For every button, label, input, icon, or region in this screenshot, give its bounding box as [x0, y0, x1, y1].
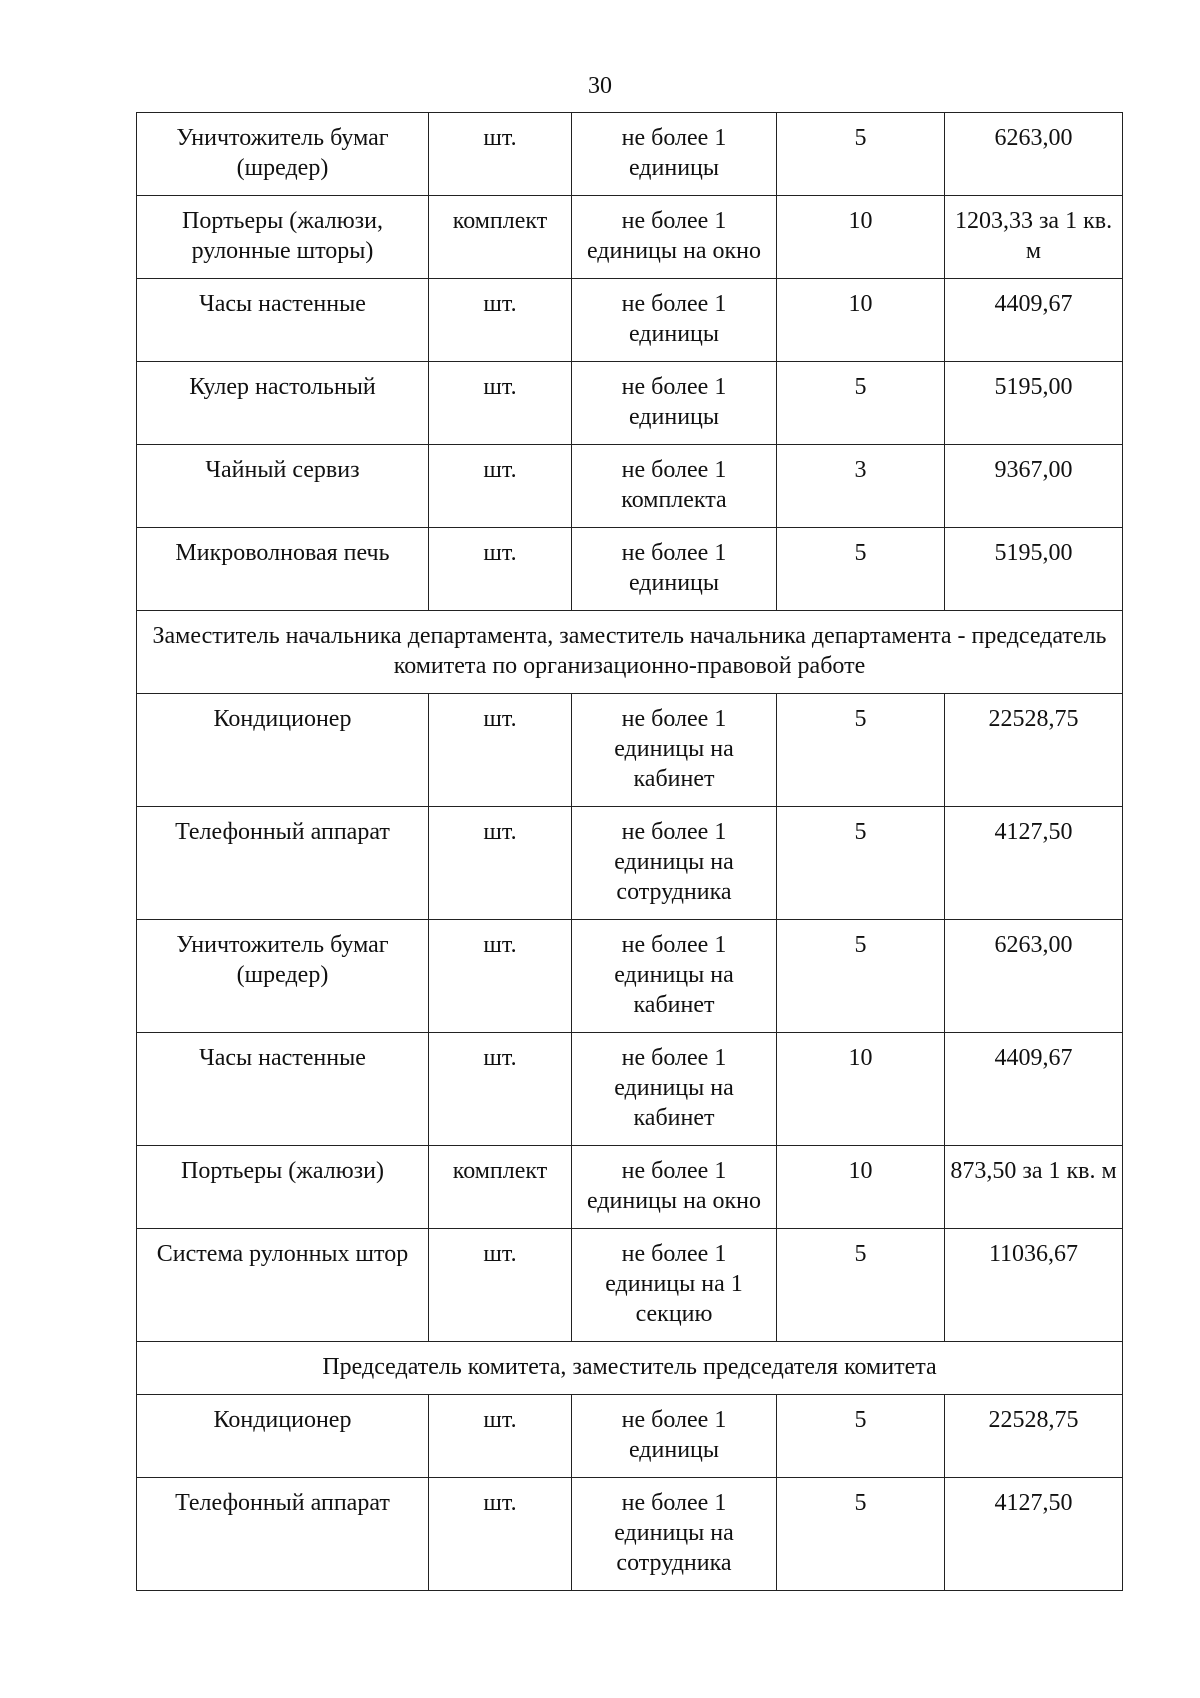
price-cell: 4409,67 [945, 1033, 1123, 1146]
item-name-cell: Чайный сервиз [137, 445, 429, 528]
price-cell: 6263,00 [945, 113, 1123, 196]
price-cell: 4409,67 [945, 279, 1123, 362]
quantity-cell: не более 1 единицы на окно [572, 196, 777, 279]
quantity-cell: не более 1 единицы [572, 362, 777, 445]
section-header-row [137, 1342, 1123, 1395]
quantity-cell: не более 1 единицы на 1 секцию [572, 1229, 777, 1342]
unit-cell: шт. [429, 113, 572, 196]
quantity-cell: не более 1 единицы на сотрудника [572, 807, 777, 920]
item-name-cell: Телефонный аппарат [137, 1478, 429, 1591]
service-life-cell: 10 [777, 196, 945, 279]
service-life-cell: 5 [777, 1395, 945, 1478]
quantity-cell: не более 1 единицы на кабинет [572, 694, 777, 807]
price-cell: 4127,50 [945, 1478, 1123, 1591]
item-name-cell: Портьеры (жалюзи, рулонные шторы) [137, 196, 429, 279]
table-row [137, 1229, 1123, 1342]
table-row [137, 920, 1123, 1033]
item-name-cell: Часы настенные [137, 1033, 429, 1146]
section-title: Заместитель начальника департамента, заместитель начальника департамента - председатель комитета по организационно-правовой работе [137, 611, 1123, 694]
service-life-cell: 5 [777, 694, 945, 807]
item-name-cell: Кондиционер [137, 1395, 429, 1478]
price-cell: 22528,75 [945, 1395, 1123, 1478]
unit-cell: шт. [429, 279, 572, 362]
unit-cell: комплект [429, 1146, 572, 1229]
item-name-cell: Уничтожитель бумаг (шредер) [137, 113, 429, 196]
unit-cell: шт. [429, 807, 572, 920]
item-name-cell: Часы настенные [137, 279, 429, 362]
page-number: 30 [588, 73, 612, 99]
service-life-cell: 5 [777, 920, 945, 1033]
unit-cell: комплект [429, 196, 572, 279]
norms-table-body [137, 113, 1123, 1591]
section-title: Председатель комитета, заместитель председателя комитета [137, 1342, 1123, 1395]
price-cell: 873,50 за 1 кв. м [945, 1146, 1123, 1229]
price-cell: 6263,00 [945, 920, 1123, 1033]
table-row [137, 279, 1123, 362]
quantity-cell: не более 1 единицы [572, 113, 777, 196]
quantity-cell: не более 1 единицы [572, 528, 777, 611]
table-row [137, 1033, 1123, 1146]
table-row [137, 694, 1123, 807]
unit-cell: шт. [429, 1033, 572, 1146]
item-name-cell: Портьеры (жалюзи) [137, 1146, 429, 1229]
service-life-cell: 10 [777, 1146, 945, 1229]
price-cell: 1203,33 за 1 кв. м [945, 196, 1123, 279]
quantity-cell: не более 1 единицы на сотрудника [572, 1478, 777, 1591]
section-header-row [137, 611, 1123, 694]
table-row [137, 196, 1123, 279]
service-life-cell: 5 [777, 1229, 945, 1342]
item-name-cell: Система рулонных штор [137, 1229, 429, 1342]
table-row [137, 113, 1123, 196]
item-name-cell: Телефонный аппарат [137, 807, 429, 920]
price-cell: 11036,67 [945, 1229, 1123, 1342]
unit-cell: шт. [429, 1395, 572, 1478]
service-life-cell: 5 [777, 807, 945, 920]
unit-cell: шт. [429, 694, 572, 807]
service-life-cell: 10 [777, 279, 945, 362]
norms-table [136, 112, 1123, 1591]
service-life-cell: 10 [777, 1033, 945, 1146]
item-name-cell: Микроволновая печь [137, 528, 429, 611]
unit-cell: шт. [429, 445, 572, 528]
table-row [137, 1395, 1123, 1478]
price-cell: 22528,75 [945, 694, 1123, 807]
unit-cell: шт. [429, 528, 572, 611]
price-cell: 9367,00 [945, 445, 1123, 528]
unit-cell: шт. [429, 1229, 572, 1342]
item-name-cell: Уничтожитель бумаг (шредер) [137, 920, 429, 1033]
service-life-cell: 5 [777, 113, 945, 196]
table-row [137, 1478, 1123, 1591]
quantity-cell: не более 1 единицы [572, 279, 777, 362]
item-name-cell: Кондиционер [137, 694, 429, 807]
table-row [137, 528, 1123, 611]
price-cell: 4127,50 [945, 807, 1123, 920]
service-life-cell: 5 [777, 1478, 945, 1591]
unit-cell: шт. [429, 920, 572, 1033]
table-row [137, 1146, 1123, 1229]
service-life-cell: 3 [777, 445, 945, 528]
price-cell: 5195,00 [945, 362, 1123, 445]
quantity-cell: не более 1 единицы [572, 1395, 777, 1478]
table-row [137, 362, 1123, 445]
quantity-cell: не более 1 единицы на окно [572, 1146, 777, 1229]
service-life-cell: 5 [777, 362, 945, 445]
quantity-cell: не более 1 единицы на кабинет [572, 1033, 777, 1146]
price-cell: 5195,00 [945, 528, 1123, 611]
table-row [137, 445, 1123, 528]
quantity-cell: не более 1 единицы на кабинет [572, 920, 777, 1033]
unit-cell: шт. [429, 1478, 572, 1591]
quantity-cell: не более 1 комплекта [572, 445, 777, 528]
unit-cell: шт. [429, 362, 572, 445]
item-name-cell: Кулер настольный [137, 362, 429, 445]
table-row [137, 807, 1123, 920]
service-life-cell: 5 [777, 528, 945, 611]
